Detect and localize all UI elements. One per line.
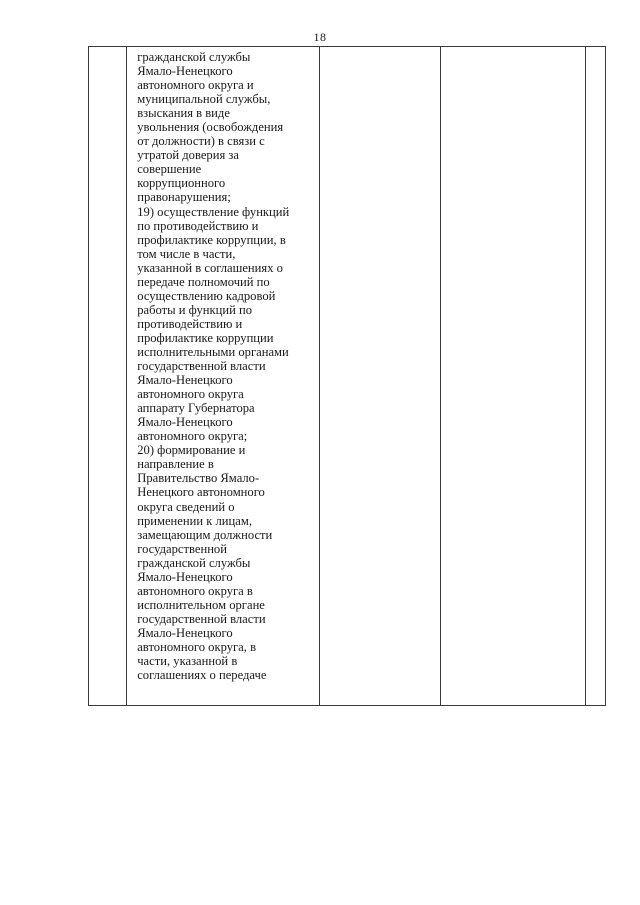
text-line: Правительство Ямало- (137, 471, 260, 486)
text-line: увольнения (освобождения (137, 120, 284, 135)
text-line: Ямало-Ненецкого (137, 415, 233, 430)
text-line: государственной власти (137, 611, 266, 626)
cell-text-block (127, 47, 319, 682)
text-line: коррупционного (137, 176, 226, 191)
text-line: Ямало-Ненецкого (137, 625, 233, 640)
page-number: 18 (313, 30, 327, 44)
text-line: части, указанной в (137, 654, 238, 669)
text-line: округа сведений о (137, 499, 235, 514)
text-line: передаче полномочий по (137, 274, 270, 289)
text-line: автономного округа (137, 387, 244, 402)
text-line: гражданской службы (137, 50, 251, 64)
text-line: автономного округа и (137, 78, 254, 93)
text-line: гражданской службы (137, 555, 251, 570)
text-line: по противодействию и (137, 218, 259, 233)
table-bottom-rule (88, 705, 606, 706)
text-line: 20) формирование и (137, 443, 246, 458)
text-line: муниципальной службы, (137, 92, 271, 107)
text-line: Ямало-Ненецкого (137, 64, 233, 79)
text-line: замещающим должности (137, 527, 273, 542)
text-line: автономного округа; (137, 429, 248, 444)
text-line: совершение (137, 162, 202, 177)
text-line: исполнительном органе (137, 597, 265, 612)
text-line: указанной в соглашениях о (137, 260, 283, 275)
table-row (89, 47, 606, 706)
table-cell-empty (441, 47, 586, 706)
text-line: автономного округа в (137, 583, 253, 598)
text-line: 19) осуществление функций (137, 204, 290, 219)
table-cell-number (89, 47, 127, 706)
text-line: соглашениях о передаче (137, 668, 267, 683)
text-line: применении к лицам, (137, 513, 252, 528)
text-line: том числе в части, (137, 246, 236, 261)
text-line: исполнительными органами (137, 344, 289, 359)
text-line: работы и функций по (137, 302, 253, 317)
text-line: Ямало-Ненецкого (137, 569, 233, 584)
table-cell-text (127, 47, 320, 706)
text-line: противодействию и (137, 316, 243, 331)
text-line: от должности) в связи с (137, 134, 265, 149)
table-cell-empty (585, 47, 605, 706)
text-line: взыскания в виде (137, 106, 230, 121)
table-cell-empty (320, 47, 441, 706)
text-line: Ямало-Ненецкого (137, 373, 233, 388)
text-line: профилактике коррупции, в (137, 232, 286, 247)
text-line: направление в (137, 457, 214, 472)
text-line: утратой доверия за (137, 148, 239, 163)
document-table (88, 46, 606, 706)
text-line: государственной (137, 541, 227, 556)
text-line: правонарушения; (137, 190, 231, 205)
text-line: осуществлению кадровой (137, 288, 276, 303)
text-line: аппарату Губернатора (137, 401, 255, 416)
text-line: профилактике коррупции (137, 330, 274, 345)
text-line: государственной власти (137, 359, 266, 374)
text-line: автономного округа, в (137, 639, 257, 654)
text-line: Ненецкого автономного (137, 485, 265, 500)
